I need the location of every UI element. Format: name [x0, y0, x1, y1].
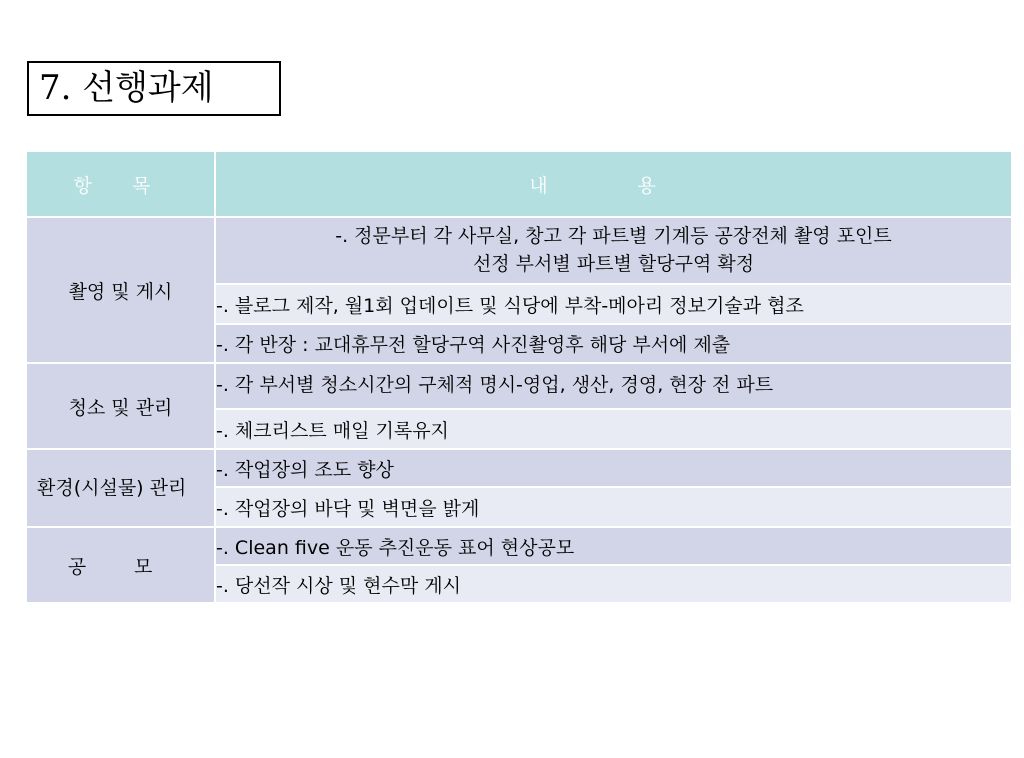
- content-line: 선정 부서별 파트별 할당구역 확정: [472, 253, 755, 276]
- table-header-row: [27, 152, 1012, 217]
- slide-title: 7. 선행과제: [27, 61, 281, 116]
- table-row: [27, 449, 1012, 487]
- category-cell: 촬영 및 게시: [27, 217, 215, 363]
- content-cell: -. 당선작 시상 및 현수막 게시: [215, 565, 1012, 603]
- content-cell: -. 블로그 제작, 월1회 업데이트 및 식당에 부착-메아리 정보기술과 협조: [215, 284, 1012, 325]
- category-cell: 청소 및 관리: [27, 363, 215, 449]
- content-cell: [215, 217, 1012, 284]
- content-cell: -. 각 부서별 청소시간의 구체적 명시-영업, 생산, 경영, 현장 전 파트: [215, 363, 1012, 409]
- header-category: 항 목: [27, 152, 215, 217]
- content-cell: -. 작업장의 바닥 및 벽면을 밝게: [215, 487, 1012, 527]
- content-cell: -. 작업장의 조도 향상: [215, 449, 1012, 487]
- table-row: [27, 363, 1012, 409]
- table-row: [27, 527, 1012, 565]
- table-row: [27, 217, 1012, 284]
- content-cell: -. 체크리스트 매일 기록유지: [215, 409, 1012, 449]
- header-content: 내 용: [215, 152, 1012, 217]
- category-cell: 공 모: [27, 527, 215, 603]
- task-table: [27, 152, 1013, 604]
- category-cell: 환경(시설물) 관리: [27, 449, 215, 527]
- content-cell: -. 각 반장 : 교대휴무전 할당구역 사진촬영후 해당 부서에 제출: [215, 324, 1012, 363]
- content-line: -. 정문부터 각 사무실, 창고 각 파트별 기계등 공장전체 촬영 포인트: [335, 225, 892, 248]
- content-cell: -. Clean five 운동 추진운동 표어 현상공모: [215, 527, 1012, 565]
